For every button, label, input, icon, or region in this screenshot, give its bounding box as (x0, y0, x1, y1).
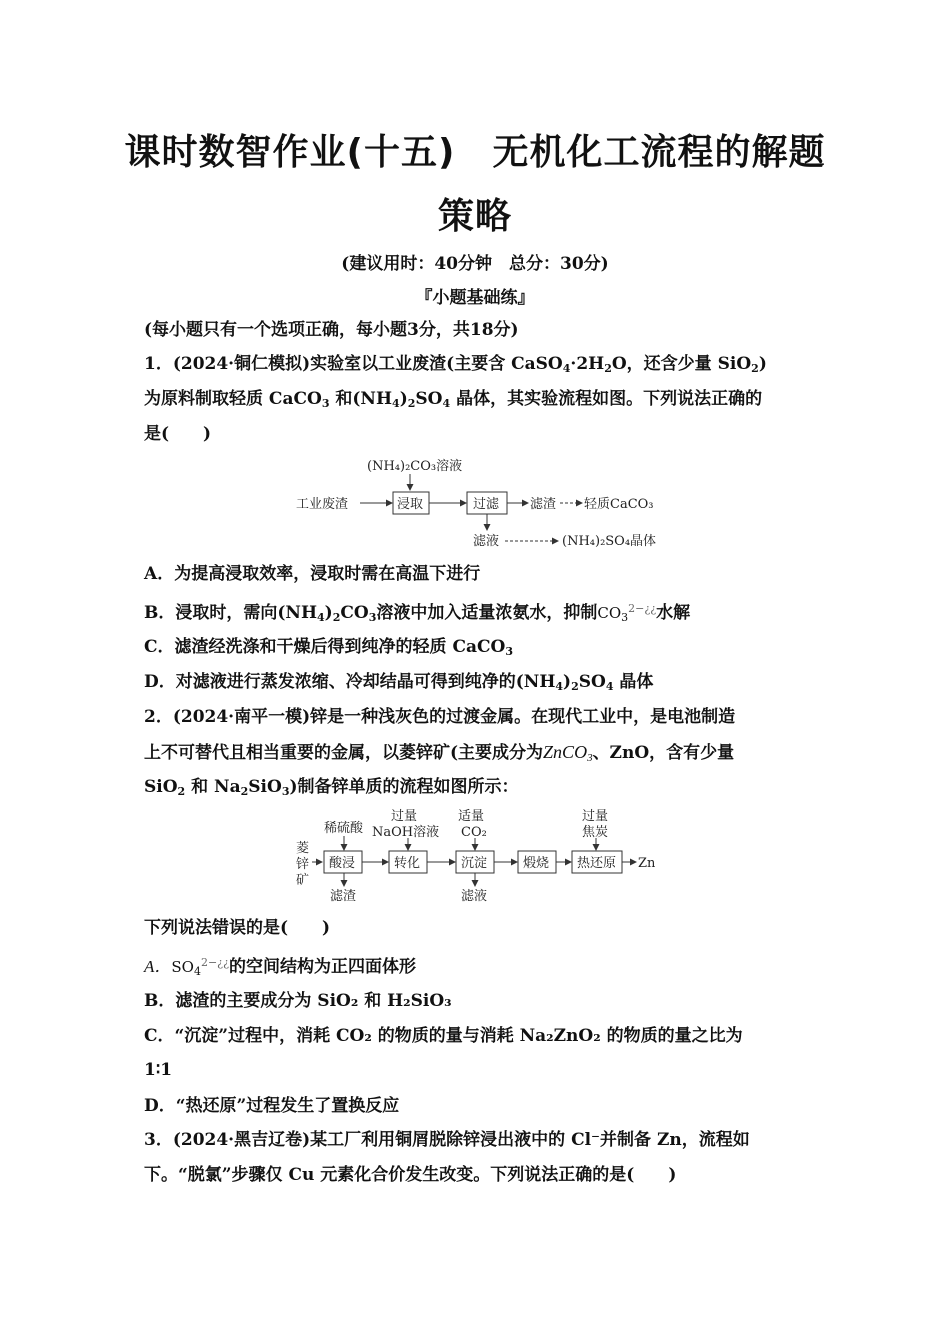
q2-reagent4-bot: 焦炭 (582, 825, 609, 840)
q2-line1: 2．(2024·南平一模)锌是一种浅灰色的过渡金属。在现代工业中，是电池制造 (144, 707, 736, 727)
q2-start-label: 菱 (296, 841, 310, 856)
svg-text:锌: 锌 (296, 857, 310, 872)
q2-line2: 上不可替代且相当重要的金属，以菱锌矿(主要成分为ZnCO$_3$、ZnO，含有少量 (144, 742, 735, 764)
q2-option-c-line2: 1∶1 (144, 1060, 173, 1080)
q1-line3: 是( ) (144, 424, 212, 444)
instruction: (每小题只有一个选项正确，每小题3分，共18分) (144, 320, 519, 340)
q1-option-c: C．滤渣经洗涤和干燥后得到纯净的轻质 CaCO$_3$ (144, 637, 513, 658)
q2-reagent2-top: 过量 (391, 809, 418, 824)
q1-option-a: A．为提高浸取效率，浸取时需在高温下进行 (144, 564, 481, 584)
svg-text:煅烧: 煅烧 (523, 856, 550, 871)
q2-reagent3-bot: CO₂ (461, 825, 487, 840)
svg-text:酸浸: 酸浸 (329, 856, 356, 871)
q1-start-label: 工业废渣 (296, 497, 349, 512)
svg-text:矿: 矿 (296, 873, 310, 888)
q1-flow-diagram (290, 452, 680, 552)
q2-reagent4-top: 过量 (582, 809, 609, 824)
q1-option-b: B．浸取时，需向$(NH_4)_2CO_3$溶液中加入适量浓氨水，抑制$CO_3^{2-¿¿}$水解 (144, 602, 691, 624)
q1-option-d: D．对滤液进行蒸发浓缩、冷却结晶可得到纯净的$(NH_4)_2SO_4$ 晶体 (144, 672, 654, 693)
q2-reagent1: 稀硫酸 (324, 821, 364, 836)
page-title-line2: 策略 (437, 196, 512, 237)
q2-reagent3-top: 适量 (458, 809, 485, 824)
svg-text:沉淀: 沉淀 (461, 856, 488, 871)
q2-out-filtrate: 滤液 (461, 889, 488, 904)
svg-text:热还原: 热还原 (577, 856, 617, 871)
q1-line2: 为原料制取轻质 CaCO$_3$ 和$(NH_4)_2SO_4$ 晶体，其实验流程如图。下列说法正确的 (144, 389, 763, 410)
svg-text:浸取: 浸取 (397, 497, 424, 512)
section-heading: 『小题基础练』 (415, 288, 535, 308)
q2-reagent2-bot: NaOH溶液 (372, 825, 440, 840)
q3-line2: 下。“脱氯”步骤仅 Cu 元素化合价发生改变。下列说法正确的是( ) (144, 1165, 677, 1185)
page-title-line1: 课时数智作业(十五) 无机化工流程的解题 (124, 132, 826, 173)
q1-residue-label: 滤渣 (530, 497, 557, 512)
q3-line1: 3．(2024·黑吉辽卷)某工厂利用铜屑脱除锌浸出液中的 Cl⁻并制备 Zn，流程如 (144, 1130, 750, 1150)
q1-product1-label: 轻质CaCO₃ (584, 497, 654, 512)
q2-option-b: B．滤渣的主要成分为 SiO₂ 和 H₂SiO₃ (144, 991, 452, 1011)
q1-filtrate-label: 滤液 (473, 534, 500, 549)
q2-option-c-line1: C．“沉淀”过程中，消耗 CO₂ 的物质的量与消耗 Na₂ZnO₂ 的物质的量之比为 (144, 1026, 743, 1046)
q1-product2-label: (NH₄)₂SO₄晶体 (562, 534, 657, 549)
svg-text:菱锌矿: 菱锌矿 (92, 606, 95, 607)
q1-line1: 1．(2024·铜仁模拟)实验室以工业废渣(主要含 $CaSO_4\cdot 2H_2O$，还含少量 SiO$_2$) (144, 354, 767, 375)
svg-text:过滤: 过滤 (473, 497, 500, 512)
q2-option-d: D．“热还原”过程发生了置换反应 (144, 1096, 400, 1116)
q1-reagent-label: (NH₄)₂CO₃溶液 (367, 459, 463, 474)
q2-ask: 下列说法错误的是( ) (144, 918, 331, 938)
q2-product: Zn (638, 856, 656, 871)
q2-out-residue: 滤渣 (330, 889, 357, 904)
q2-line3: SiO$_2$ 和 $Na_2SiO_3$)制备锌单质的流程如图所示： (144, 777, 519, 798)
q2-option-a: A．$SO_4^{2-¿¿}$的空间结构为正四面体形 (144, 956, 416, 978)
svg-text:转化: 转化 (394, 856, 421, 871)
time-subtitle: (建议用时：40分钟 总分：30分) (341, 254, 609, 274)
